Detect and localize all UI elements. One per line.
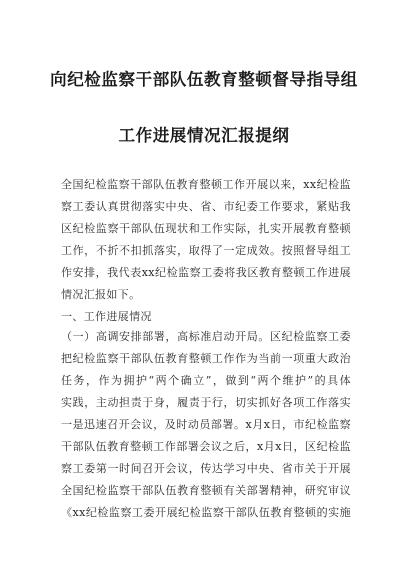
body-line: 区纪检监察干部队伍现状和工作实际，扎实开展教育整顿	[61, 222, 351, 235]
body-line: 全国纪检监察干部队伍教育整顿有关部署精神，研究审议	[61, 484, 351, 497]
body-line: 任务，作为拥护“两个确立”，做到“两个维护”的具体	[61, 374, 351, 387]
body-line: 情况汇报如下。	[61, 288, 141, 301]
body-line: 全国纪检监察干部队伍教育整顿工作开展以来，xx纪检监	[61, 178, 351, 191]
body-line: 《xx纪检监察工委开展纪检监察干部队伍教育整顿的实施	[61, 506, 351, 519]
body-line: 工作，不折不扣抓落实，取得了一定成效。按照督导组工	[61, 244, 351, 257]
body-line: 察工委认真贯彻落实中央、省、市纪委工作要求，紧贴我	[61, 200, 351, 213]
document-title-line-1: 向纪检监察干部队伍教育整顿督导指导组	[50, 70, 358, 89]
body-line: 一是迅速召开会议，及时动员部署。x月x日，市纪检监察	[61, 418, 351, 431]
body-line: 察工委第一时间召开会议，传达学习中央、省市关于开展	[61, 462, 351, 475]
document-title-line-2: 工作进展情况汇报提纲	[118, 126, 290, 145]
body-line: 实践，主动担责于身，履责于行，切实抓好各项工作落实	[61, 396, 351, 409]
body-line: 把纪检监察干部队伍教育整顿工作作为当前一项重大政治	[61, 352, 351, 365]
body-line: 干部队伍教育整顿工作部署会议之后，x月x日，区纪检监	[61, 440, 351, 453]
section-heading: 一、工作进展情况	[61, 310, 152, 323]
body-line: （一）高调安排部署，高标准启动开局。区纪检监察工委	[61, 330, 351, 343]
body-line: 作安排，我代表xx纪检监察工委将我区教育整顿工作进展	[61, 266, 351, 279]
